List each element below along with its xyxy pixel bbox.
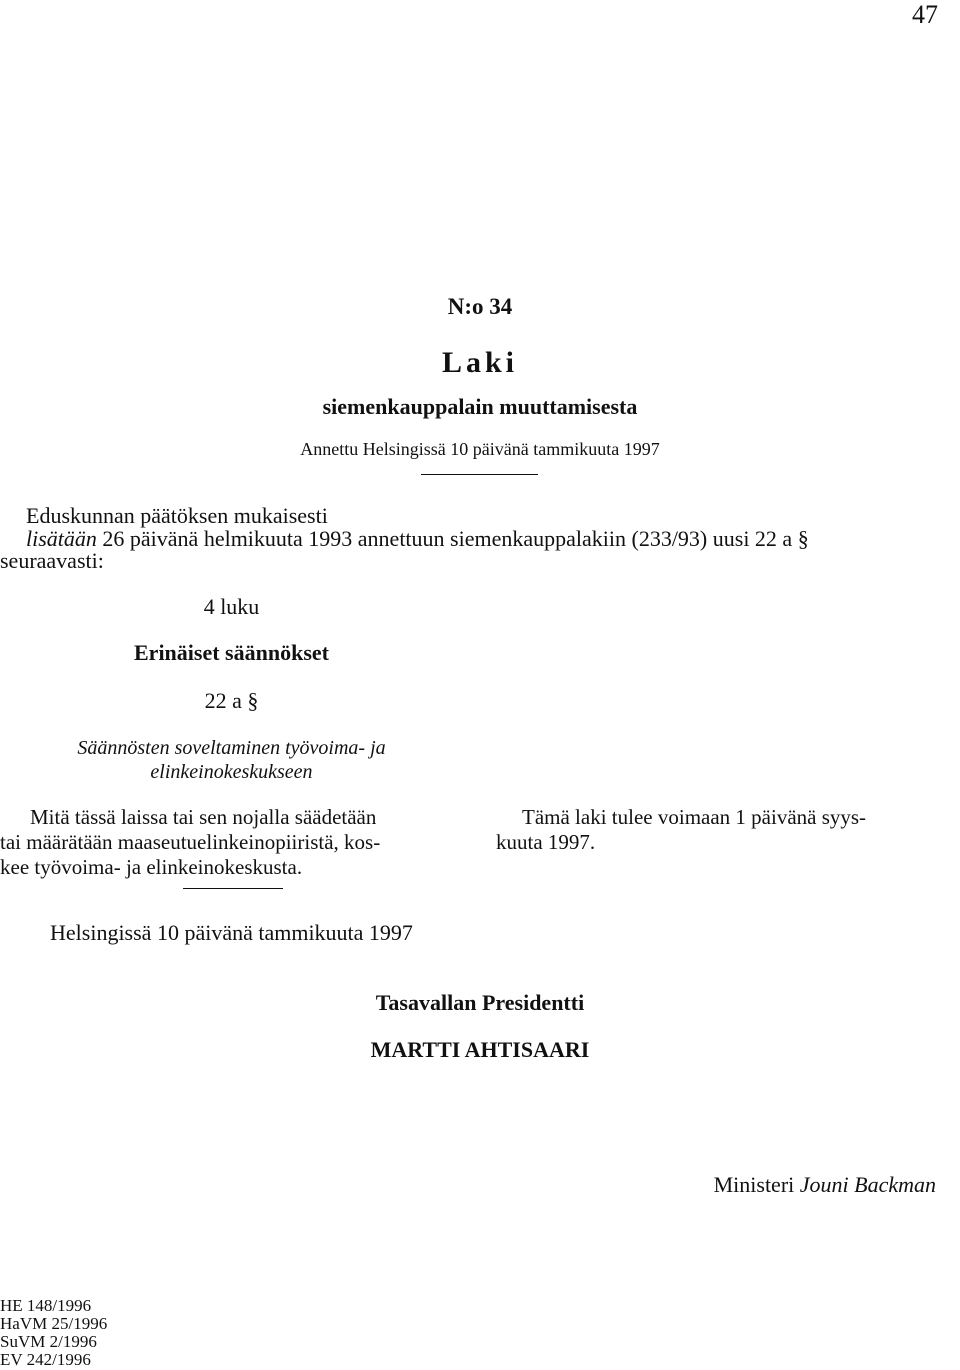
enactment-verb: lisätään [26, 526, 97, 551]
chapter-number: 4 luku [203, 594, 260, 619]
minister-signature [714, 1172, 936, 1198]
chapter-title: Erinäiset säännökset [134, 640, 329, 665]
body-text-line: Mitä tässä laissa tai sen nojalla säädetään [30, 805, 377, 829]
intro-line: Eduskunnan päätöksen mukaisesti [26, 503, 328, 528]
intro-line: seuraavasti: [0, 548, 104, 573]
divider-rule [183, 888, 283, 889]
references [0, 1297, 107, 1369]
section-title-line: elinkeinokeskukseen [150, 761, 313, 783]
reference-item: EV 242/1996 [0, 1350, 91, 1369]
reference-item: HE 148/1996 [0, 1296, 92, 1315]
act-title: Laki [441, 346, 519, 379]
body-text-line: kee työvoima- ja elinkeinokeskusta. [0, 855, 303, 879]
reference-item: HaVM 25/1996 [0, 1314, 108, 1333]
minister-name: Jouni Backman [799, 1172, 936, 1197]
divider-rule [421, 474, 538, 475]
act-subtitle: siemenkauppalain muuttamisesta [322, 394, 638, 419]
president-title: Tasavallan Presidentti [375, 990, 585, 1015]
section-number: 22 a § [204, 688, 259, 713]
intro-enactment [26, 526, 809, 552]
president-name: MARTTI AHTISAARI [370, 1037, 590, 1062]
reference-item: SuVM 2/1996 [0, 1332, 97, 1351]
statute-number: N:o 34 [447, 294, 513, 319]
section-title-line: Säännösten soveltaminen työvoima- ja [77, 737, 386, 759]
entry-into-force-line: kuuta 1997. [496, 830, 596, 854]
signing-place-date: Helsingissä 10 päivänä tammikuuta 1997 [50, 920, 413, 945]
given-date: Annettu Helsingissä 10 päivänä tammikuuta 1997 [300, 439, 660, 459]
page-number: 47 [912, 0, 938, 29]
minister-label: Ministeri [713, 1172, 795, 1197]
section-title [0, 736, 463, 784]
entry-into-force-line: Tämä laki tulee voimaan 1 päivänä syys- [522, 805, 867, 829]
enactment-text: 26 päivänä helmikuuta 1993 annettuun siemenkauppalakiin (233/93) uusi 22 a § [96, 526, 809, 551]
body-text-line: tai määrätään maaseutuelinkeinopiiristä, kos- [0, 830, 381, 854]
